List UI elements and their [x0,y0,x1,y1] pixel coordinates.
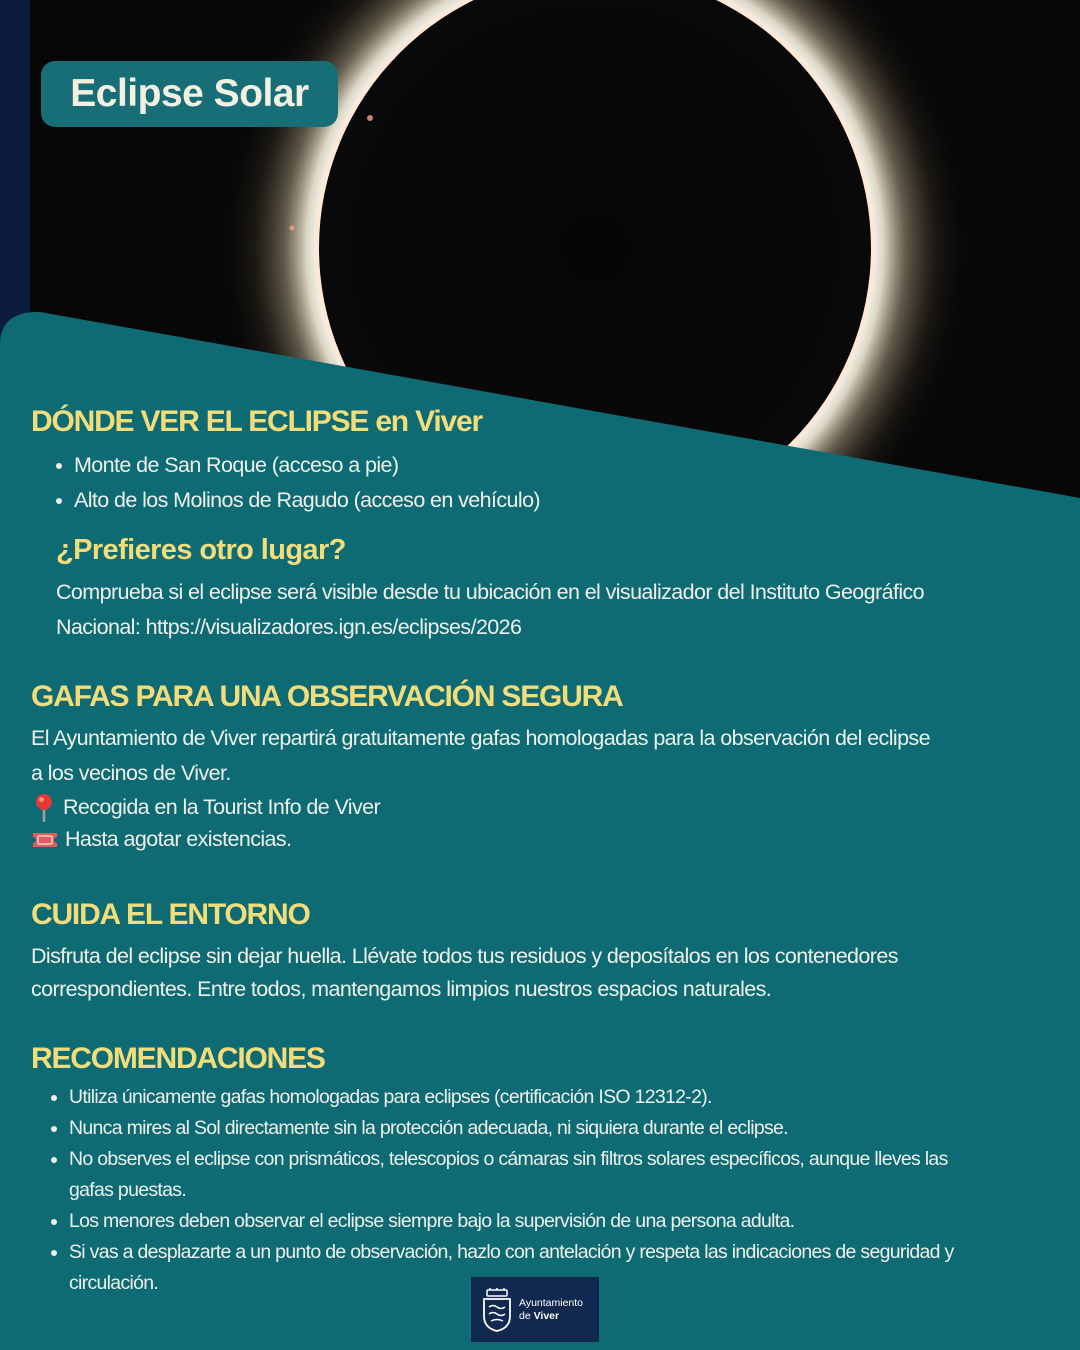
ticket-icon [31,829,59,851]
environment-heading: CUIDA EL ENTORNO [31,898,310,931]
round-pushpin-icon [31,792,57,822]
recommendations-heading: RECOMENDACIONES [31,1042,325,1075]
alt-place-text-2: Nacional: https://visualizadores.ign.es/eclipses/2026 [56,615,522,639]
list-item: No observes el eclipse con prismáticos, telescopios o cámaras sin filtros solares específicos, aunque lleves las gafas puestas. [49,1144,989,1206]
recommendations-list [49,1082,1009,1299]
coat-of-arms-icon [481,1288,513,1332]
logo-line-1: Ayuntamiento [519,1296,584,1309]
glasses-text-1: El Ayuntamiento de Viver repartirá gratuitamente gafas homologadas para la observación del eclipse [31,726,930,750]
list-item: Nunca mires al Sol directamente sin la protección adecuada, ni siquiera durante el eclipse. [49,1113,1009,1144]
environment-text-1: Disfruta del eclipse sin dejar huella. Llévate todos tus residuos y deposítalos en los contenedores [31,944,898,968]
where-heading: DÓNDE VER EL ECLIPSE en Viver [31,405,482,438]
pickup-text: Recogida en la Tourist Info de Viver [63,794,381,819]
list-item: Si vas a desplazarte a un punto de observación, hazlo con antelación y respeta las indicaciones de seguridad y circulación. [49,1237,969,1299]
pickup-line [31,792,380,822]
alt-place-heading: ¿Prefieres otro lugar? [56,534,346,566]
logo-line-2: de Viver [519,1309,560,1322]
list-item: Monte de San Roque (acceso a pie) [54,448,540,483]
places-list [54,448,540,518]
list-item: Los menores deben observar el eclipse siempre bajo la supervisión de una persona adulta. [49,1206,1009,1237]
glasses-text-2: a los vecinos de Viver. [31,761,231,785]
list-item: Utiliza únicamente gafas homologadas para eclipses (certificación ISO 12312-2). [49,1082,1009,1113]
stock-text: Hasta agotar existencias. [65,827,292,851]
environment-text-2: correspondientes. Entre todos, mantengamos limpios nuestros espacios naturales. [31,977,772,1001]
alt-place-text-1: Comprueba si el eclipse será visible desde tu ubicación en el visualizador del Instituto Geográfico [56,580,924,604]
page-title: Eclipse Solar [41,61,338,127]
list-item: Alto de los Molinos de Ragudo (acceso en vehículo) [54,483,540,518]
glasses-heading: GAFAS PARA UNA OBSERVACIÓN SEGURA [31,680,623,713]
stock-line [31,827,291,852]
ayuntamiento-logo [471,1277,599,1342]
